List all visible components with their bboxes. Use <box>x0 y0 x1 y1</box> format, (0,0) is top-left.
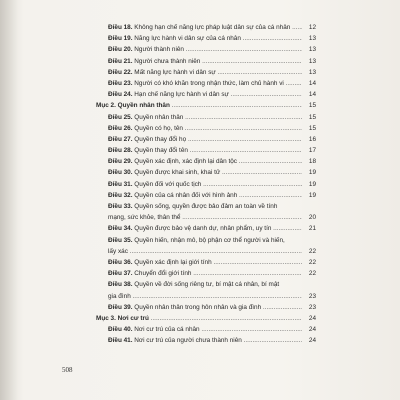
toc-label: Điều 33. <box>108 203 133 210</box>
toc-title: Quyền thay đổi tên <box>134 147 188 155</box>
toc-page: 21 <box>302 223 316 234</box>
toc-title: Nơi cư trú của cá nhân <box>134 326 200 334</box>
toc-page: 22 <box>302 257 316 268</box>
toc-row <box>96 156 316 167</box>
toc-page: 13 <box>302 33 316 44</box>
toc-section-row <box>96 313 316 324</box>
toc-label: Điều 20. <box>108 46 133 54</box>
toc-page: 13 <box>302 67 316 78</box>
toc-title: Năng lực hành vi dân sự của cá nhân <box>134 35 241 43</box>
toc-row <box>96 123 316 134</box>
toc-label: Điều 35. <box>108 236 133 244</box>
toc-label: Điều 26. <box>108 124 133 132</box>
toc-page: 19 <box>302 190 316 201</box>
toc-title: Quyền sống, quyền được bảo đảm an toàn về tính <box>134 203 278 210</box>
toc-page: 15 <box>302 112 316 123</box>
toc-page: 20 <box>302 212 316 223</box>
toc-label: Điều 36. <box>108 258 133 266</box>
page-number: 508 <box>62 366 73 374</box>
toc-title: Nơi cư trú của người chưa thành niên <box>134 337 242 345</box>
toc-title: Quyền được bảo vệ danh dự, nhân phẩm, uy tín <box>134 225 272 233</box>
toc-row <box>96 33 316 44</box>
toc-row <box>96 190 316 201</box>
toc-label: Điều 31. <box>108 180 133 188</box>
toc-page: 22 <box>302 246 316 257</box>
toc-page: 15 <box>302 123 316 134</box>
toc-section-row <box>96 100 316 111</box>
toc-title: Quyền nhân thân <box>117 102 170 110</box>
toc-row <box>96 246 316 257</box>
toc-label: Mục 3. <box>96 314 116 322</box>
toc-row <box>96 112 316 123</box>
toc-page: 22 <box>302 268 316 279</box>
toc-page: 18 <box>302 156 316 167</box>
toc-page: 15 <box>302 100 316 111</box>
toc-page: 12 <box>302 22 316 33</box>
toc-label: Điều 32. <box>108 191 133 199</box>
toc-title: Nơi cư trú <box>117 314 149 322</box>
toc-label: Điều 40. <box>108 326 133 334</box>
toc-label: Mục 2. <box>96 102 116 110</box>
toc-title: Quyền về đời sống riêng tư, bí mật cá nhân, bí mật <box>134 281 280 289</box>
toc-page: 23 <box>302 291 316 302</box>
toc-row <box>96 44 316 55</box>
toc-title: lấy xác <box>108 247 128 255</box>
toc-page: 14 <box>302 78 316 89</box>
toc-row <box>96 235 316 246</box>
toc-label: Điều 29. <box>108 158 133 166</box>
toc-title: Quyền xác định, xác định lại dân tộc <box>134 158 237 166</box>
toc-row <box>96 22 316 33</box>
toc-title: Chuyển đổi giới tính <box>134 270 192 278</box>
toc-row <box>96 89 316 100</box>
toc-label: Điều 41. <box>108 337 133 345</box>
toc-label: Điều 27. <box>108 135 133 143</box>
toc-row <box>96 268 316 279</box>
toc-label: Điều 28. <box>108 147 133 155</box>
toc-label: Điều 22. <box>108 68 133 76</box>
toc-label: Điều 30. <box>108 169 133 177</box>
toc-row <box>96 324 316 335</box>
toc-page: 17 <box>302 145 316 156</box>
toc-page: 16 <box>302 134 316 145</box>
toc-row <box>96 291 316 302</box>
toc-label: Điều 19. <box>108 35 133 43</box>
toc-title: mạng, sức khỏe, thân thể <box>108 214 181 222</box>
toc-page: 23 <box>302 302 316 313</box>
toc-page: 14 <box>302 89 316 100</box>
toc-title: Quyền của cá nhân đối với hình ảnh <box>134 191 238 199</box>
toc-row <box>96 201 316 212</box>
toc-row <box>96 212 316 223</box>
toc-title: Hạn chế năng lực hành vi dân sự <box>134 91 229 99</box>
toc-title: Quyền hiến, nhận mô, bộ phận cơ thể người và hiến, <box>134 236 285 244</box>
toc-page: 24 <box>302 313 316 324</box>
toc-title: Quyền nhân thân trong hôn nhân và gia đình <box>134 303 262 311</box>
toc-row <box>96 167 316 178</box>
toc-title: Quyền đối với quốc tịch <box>134 180 202 188</box>
toc-title: gia đình <box>108 292 131 300</box>
toc-label: Điều 37. <box>108 270 133 278</box>
toc-row <box>96 134 316 145</box>
toc-title: Người có khó khăn trong nhận thức, làm chủ hành vi <box>134 79 284 87</box>
toc-row <box>96 335 316 346</box>
toc-label: Điều 23. <box>108 79 133 87</box>
toc-row <box>96 223 316 234</box>
toc-label: Điều 18. <box>108 24 133 31</box>
toc-label: Điều 39. <box>108 303 133 311</box>
toc-title: Quyền nhân thân <box>134 113 184 121</box>
toc-title: Mất năng lực hành vi dân sự <box>134 68 216 76</box>
toc-row <box>96 56 316 67</box>
toc-title: Quyền được khai sinh, khai tử <box>134 169 221 177</box>
toc-title: Không hạn chế năng lực pháp luật dân sự của cá nhân <box>134 24 291 31</box>
spine-shadow <box>0 0 18 400</box>
toc-page: 19 <box>302 167 316 178</box>
toc-title: Quyền xác định lại giới tính <box>134 258 212 266</box>
toc-label: Điều 25. <box>108 113 133 121</box>
toc-page: 13 <box>302 56 316 67</box>
toc-page: 24 <box>302 335 316 346</box>
toc-page: 19 <box>302 179 316 190</box>
toc-row <box>96 257 316 268</box>
toc-title: Quyền thay đổi họ <box>134 135 187 143</box>
toc-row <box>96 67 316 78</box>
toc-row <box>96 78 316 89</box>
toc-page: 24 <box>302 324 316 335</box>
toc-row <box>96 302 316 313</box>
toc-title: Người thành niên <box>134 46 184 54</box>
toc-row <box>96 145 316 156</box>
toc-title: Quyền có họ, tên <box>134 124 183 132</box>
table-of-contents <box>96 22 316 346</box>
toc-label: Điều 34. <box>108 225 133 233</box>
toc-title: Người chưa thành niên <box>134 57 201 65</box>
toc-label: Điều 21. <box>108 57 133 65</box>
toc-label: Điều 38. <box>108 281 133 289</box>
toc-label: Điều 24. <box>108 91 133 99</box>
toc-row <box>96 179 316 190</box>
toc-row <box>96 279 316 290</box>
toc-page: 13 <box>302 44 316 55</box>
